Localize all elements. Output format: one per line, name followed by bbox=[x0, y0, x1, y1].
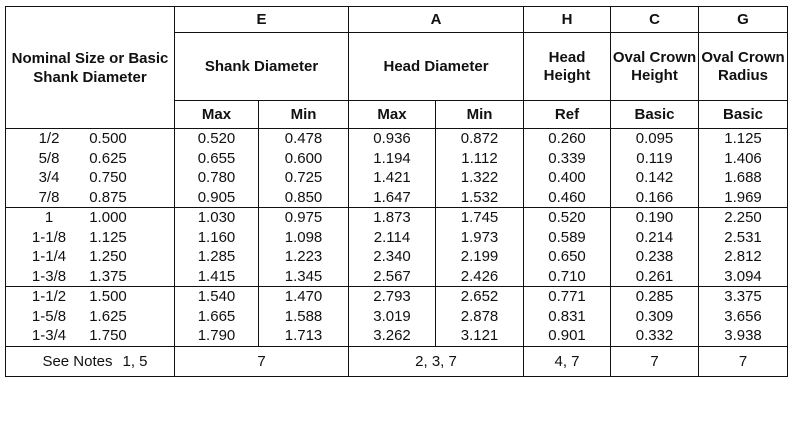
col-letter-h: H bbox=[524, 7, 611, 33]
value: 1.406 bbox=[724, 149, 762, 167]
basic-diameter: 0.875 bbox=[89, 188, 127, 206]
value: 0.460 bbox=[548, 188, 586, 206]
value: 3.938 bbox=[724, 327, 762, 344]
value: 1.969 bbox=[724, 188, 762, 206]
size-line bbox=[6, 326, 174, 346]
value: 0.905 bbox=[197, 188, 236, 206]
basic-diameter: 1.375 bbox=[89, 267, 127, 285]
value: 0.780 bbox=[197, 169, 236, 186]
basic-diameter: 1.250 bbox=[89, 248, 127, 265]
size-cell bbox=[6, 208, 175, 287]
value-cell-c bbox=[611, 208, 699, 287]
value-cell-e-max bbox=[175, 129, 259, 208]
notes-size-value: 1, 5 bbox=[122, 352, 148, 370]
size-cell bbox=[6, 129, 175, 208]
value: 0.600 bbox=[284, 149, 323, 167]
nominal-size: 1-3/4 bbox=[31, 327, 67, 344]
value: 0.095 bbox=[635, 130, 674, 147]
col-name-shank-diameter: Shank Diameter bbox=[175, 33, 349, 101]
value: 0.850 bbox=[284, 188, 323, 206]
value: 0.119 bbox=[636, 149, 673, 167]
basic-diameter: 0.750 bbox=[89, 169, 127, 186]
value: 1.713 bbox=[284, 327, 323, 344]
sub-e-max: Max bbox=[175, 101, 259, 129]
sub-c-basic: Basic bbox=[611, 101, 699, 129]
value: 1.790 bbox=[197, 327, 236, 344]
value: 2.652 bbox=[460, 288, 499, 305]
value: 2.114 bbox=[373, 228, 411, 246]
value-cell-a-min bbox=[436, 208, 524, 287]
value-cell-a-max bbox=[349, 129, 436, 208]
col-letter-g: G bbox=[699, 7, 788, 33]
value: 0.771 bbox=[548, 288, 586, 305]
col-name-oval-crown-radius: Oval Crown Radius bbox=[699, 33, 788, 101]
value: 1.647 bbox=[373, 188, 411, 206]
value: 1.223 bbox=[284, 248, 323, 265]
value: 1.421 bbox=[373, 169, 411, 186]
value: 1.415 bbox=[197, 267, 236, 285]
value-cell-e-max bbox=[175, 287, 259, 347]
sub-a-max: Max bbox=[349, 101, 436, 129]
value: 1.973 bbox=[460, 228, 499, 246]
value-cell-a-max bbox=[349, 208, 436, 287]
value-cell-h bbox=[524, 287, 611, 347]
notes-h: 4, 7 bbox=[524, 346, 611, 376]
value-cell-g bbox=[699, 287, 788, 347]
notes-row bbox=[6, 346, 788, 376]
value: 0.831 bbox=[548, 307, 586, 325]
value: 0.285 bbox=[635, 288, 674, 305]
value: 1.665 bbox=[197, 307, 236, 325]
col-name-oval-crown-height: Oval Crown Height bbox=[611, 33, 699, 101]
value: 2.340 bbox=[373, 248, 411, 265]
value-cell-g bbox=[699, 129, 788, 208]
size-line bbox=[6, 247, 174, 267]
header-letter-row bbox=[6, 7, 788, 33]
col-name-head-height: Head Height bbox=[524, 33, 611, 101]
value: 0.520 bbox=[548, 209, 586, 226]
value-cell-e-min bbox=[259, 208, 349, 287]
value-cell-c bbox=[611, 287, 699, 347]
value: 2.199 bbox=[460, 248, 499, 265]
sub-g-basic: Basic bbox=[699, 101, 788, 129]
value: 1.345 bbox=[284, 267, 323, 285]
col-letter-c: C bbox=[611, 7, 699, 33]
notes-size-cell bbox=[6, 346, 175, 376]
nominal-size: 7/8 bbox=[38, 188, 60, 206]
value: 0.260 bbox=[548, 130, 586, 147]
value-cell-e-max bbox=[175, 208, 259, 287]
value: 0.936 bbox=[373, 130, 411, 147]
value: 1.194 bbox=[373, 149, 411, 167]
value: 0.238 bbox=[635, 248, 674, 265]
value: 1.098 bbox=[284, 228, 323, 246]
nominal-size: 5/8 bbox=[38, 149, 60, 167]
size-line bbox=[6, 188, 174, 208]
size-cell bbox=[6, 287, 175, 347]
value: 0.650 bbox=[548, 248, 586, 265]
col-letter-e: E bbox=[175, 7, 349, 33]
sub-a-min: Min bbox=[436, 101, 524, 129]
value: 0.309 bbox=[635, 307, 674, 325]
nominal-size: 1 bbox=[44, 209, 54, 226]
value: 0.872 bbox=[460, 130, 499, 147]
dimensions-table bbox=[5, 6, 788, 377]
value: 1.112 bbox=[461, 149, 498, 167]
basic-diameter: 1.125 bbox=[89, 228, 127, 246]
dimensions-table-sheet bbox=[5, 6, 787, 420]
value: 0.332 bbox=[635, 327, 674, 344]
value: 0.166 bbox=[635, 188, 674, 206]
value: 3.375 bbox=[724, 288, 762, 305]
sub-e-min: Min bbox=[259, 101, 349, 129]
value: 0.478 bbox=[284, 130, 323, 147]
value: 3.656 bbox=[724, 307, 762, 325]
value: 0.710 bbox=[548, 267, 586, 285]
value: 1.322 bbox=[460, 169, 499, 186]
value: 3.262 bbox=[373, 327, 411, 344]
value: 1.588 bbox=[284, 307, 323, 325]
value: 2.250 bbox=[724, 209, 762, 226]
size-line bbox=[6, 149, 174, 169]
size-line bbox=[6, 307, 174, 327]
sub-h-ref: Ref bbox=[524, 101, 611, 129]
data-group-row bbox=[6, 129, 788, 208]
basic-diameter: 1.750 bbox=[89, 327, 127, 344]
value: 0.655 bbox=[197, 149, 236, 167]
col-letter-a: A bbox=[349, 7, 524, 33]
notes-a: 2, 3, 7 bbox=[349, 346, 524, 376]
value: 0.400 bbox=[548, 169, 586, 186]
basic-diameter: 0.500 bbox=[89, 130, 127, 147]
basic-diameter: 0.625 bbox=[89, 149, 127, 167]
value-cell-a-min bbox=[436, 129, 524, 208]
nominal-size: 1-1/2 bbox=[31, 288, 67, 305]
value: 3.019 bbox=[373, 307, 411, 325]
value: 2.812 bbox=[724, 248, 762, 265]
nominal-size: 3/4 bbox=[38, 169, 60, 186]
notes-e: 7 bbox=[175, 346, 349, 376]
value: 0.261 bbox=[635, 267, 674, 285]
value-cell-e-min bbox=[259, 287, 349, 347]
value: 2.878 bbox=[460, 307, 499, 325]
size-line bbox=[6, 267, 174, 287]
value-cell-c bbox=[611, 129, 699, 208]
value: 0.901 bbox=[548, 327, 586, 344]
nominal-size: 1-1/8 bbox=[31, 228, 67, 246]
value: 1.030 bbox=[197, 209, 236, 226]
size-line bbox=[6, 129, 174, 149]
value: 2.426 bbox=[460, 267, 499, 285]
value: 3.121 bbox=[460, 327, 499, 344]
nominal-size: 1-3/8 bbox=[31, 267, 67, 285]
value: 0.339 bbox=[548, 149, 586, 167]
value: 0.975 bbox=[284, 209, 323, 226]
value: 1.540 bbox=[197, 288, 236, 305]
nominal-size-header: Nominal Size or Basic Shank Diameter bbox=[6, 7, 175, 129]
basic-diameter: 1.500 bbox=[89, 288, 127, 305]
value: 1.160 bbox=[197, 228, 236, 246]
nominal-size: 1-5/8 bbox=[31, 307, 67, 325]
value: 0.190 bbox=[635, 209, 674, 226]
value: 2.793 bbox=[373, 288, 411, 305]
notes-c: 7 bbox=[611, 346, 699, 376]
size-line bbox=[6, 287, 174, 307]
nominal-size: 1/2 bbox=[38, 130, 60, 147]
value-cell-h bbox=[524, 129, 611, 208]
value-cell-e-min bbox=[259, 129, 349, 208]
value-cell-g bbox=[699, 208, 788, 287]
data-group-row bbox=[6, 208, 788, 287]
value: 3.094 bbox=[724, 267, 762, 285]
notes-label: See Notes bbox=[42, 352, 113, 370]
value: 1.688 bbox=[724, 169, 762, 186]
nominal-size: 1-1/4 bbox=[31, 248, 67, 265]
basic-diameter: 1.625 bbox=[89, 307, 127, 325]
value: 0.589 bbox=[548, 228, 586, 246]
value: 2.567 bbox=[373, 267, 411, 285]
value: 0.142 bbox=[635, 169, 674, 186]
size-line bbox=[6, 168, 174, 188]
value-cell-h bbox=[524, 208, 611, 287]
col-name-head-diameter: Head Diameter bbox=[349, 33, 524, 101]
value-cell-a-min bbox=[436, 287, 524, 347]
value: 1.125 bbox=[724, 130, 762, 147]
basic-diameter: 1.000 bbox=[89, 209, 127, 226]
value-cell-a-max bbox=[349, 287, 436, 347]
value: 1.745 bbox=[460, 209, 499, 226]
value: 1.470 bbox=[284, 288, 323, 305]
value: 0.520 bbox=[197, 130, 236, 147]
value: 1.873 bbox=[373, 209, 411, 226]
notes-g: 7 bbox=[699, 346, 788, 376]
value: 0.214 bbox=[635, 228, 674, 246]
value: 2.531 bbox=[724, 228, 762, 246]
size-line bbox=[6, 208, 174, 228]
data-group-row bbox=[6, 287, 788, 347]
size-line bbox=[6, 228, 174, 248]
value: 1.532 bbox=[460, 188, 499, 206]
value: 1.285 bbox=[197, 248, 236, 265]
value: 0.725 bbox=[284, 169, 323, 186]
